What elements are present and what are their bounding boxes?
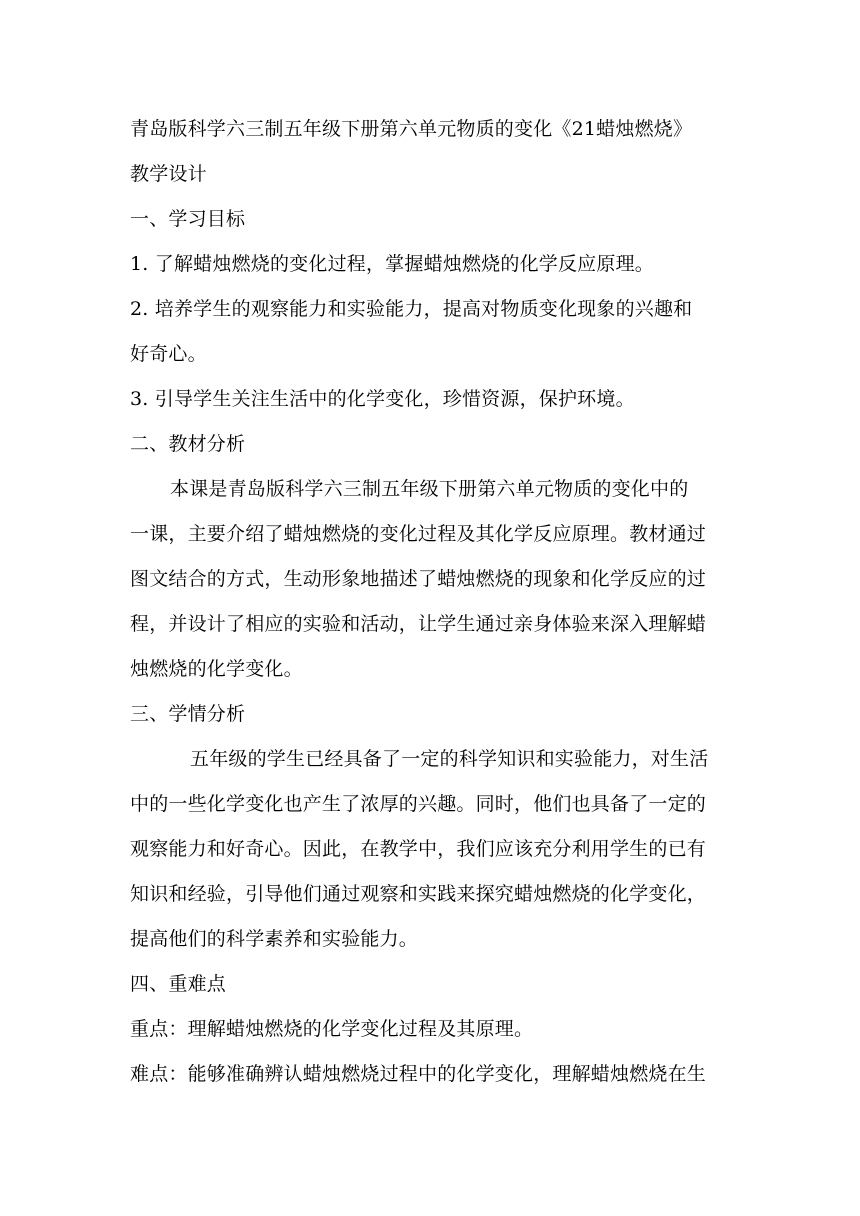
objective-item-2: 2. 培养学生的观察能力和实验能力，提高对物质变化现象的兴趣和 <box>130 298 693 320</box>
section-heading-learning-objectives: 一、学习目标 <box>130 208 246 230</box>
learner-analysis-line-2: 中的一些化学变化也产生了浓厚的兴趣。同时，他们也具备了一定的 <box>130 793 707 815</box>
learner-analysis-line-4: 知识和经验，引导他们通过观察和实践来探究蜡烛燃烧的化学变化， <box>130 883 707 905</box>
section-heading-textbook-analysis: 二、教材分析 <box>130 433 246 455</box>
section-heading-key-difficult-points: 四、重难点 <box>130 973 227 995</box>
objective-item-3: 3. 引导学生关注生活中的化学变化，珍惜资源，保护环境。 <box>130 388 635 410</box>
textbook-analysis-line-1: 本课是青岛版科学六三制五年级下册第六单元物质的变化中的 <box>170 478 689 500</box>
textbook-analysis-line-4: 程，并设计了相应的实验和活动，让学生通过亲身体验来深入理解蜡 <box>130 613 707 635</box>
textbook-analysis-line-2: 一课，主要介绍了蜡烛燃烧的变化过程及其化学反应原理。教材通过 <box>130 523 707 545</box>
document-title-line-1: 青岛版科学六三制五年级下册第六单元物质的变化《21蜡烛燃烧》 <box>130 118 693 140</box>
objective-item-2-continued: 好奇心。 <box>130 343 207 365</box>
learner-analysis-line-1: 五年级的学生已经具备了一定的科学知识和实验能力，对生活 <box>190 748 709 770</box>
learner-analysis-line-5: 提高他们的科学素养和实验能力。 <box>130 928 419 950</box>
textbook-analysis-line-3: 图文结合的方式，生动形象地描述了蜡烛燃烧的现象和化学反应的过 <box>130 568 707 590</box>
objective-item-1: 1. 了解蜡烛燃烧的变化过程，掌握蜡烛燃烧的化学反应原理。 <box>130 253 654 275</box>
learner-analysis-line-3: 观察能力和好奇心。因此，在教学中，我们应该充分利用学生的已有 <box>130 838 707 860</box>
textbook-analysis-line-5: 烛燃烧的化学变化。 <box>130 658 303 680</box>
document-title-line-2: 教学设计 <box>130 163 207 185</box>
key-point-line: 重点：理解蜡烛燃烧的化学变化过程及其原理。 <box>130 1018 534 1040</box>
section-heading-learner-analysis: 三、学情分析 <box>130 703 246 725</box>
difficult-point-line: 难点：能够准确辨认蜡烛燃烧过程中的化学变化，理解蜡烛燃烧在生 <box>130 1063 707 1085</box>
